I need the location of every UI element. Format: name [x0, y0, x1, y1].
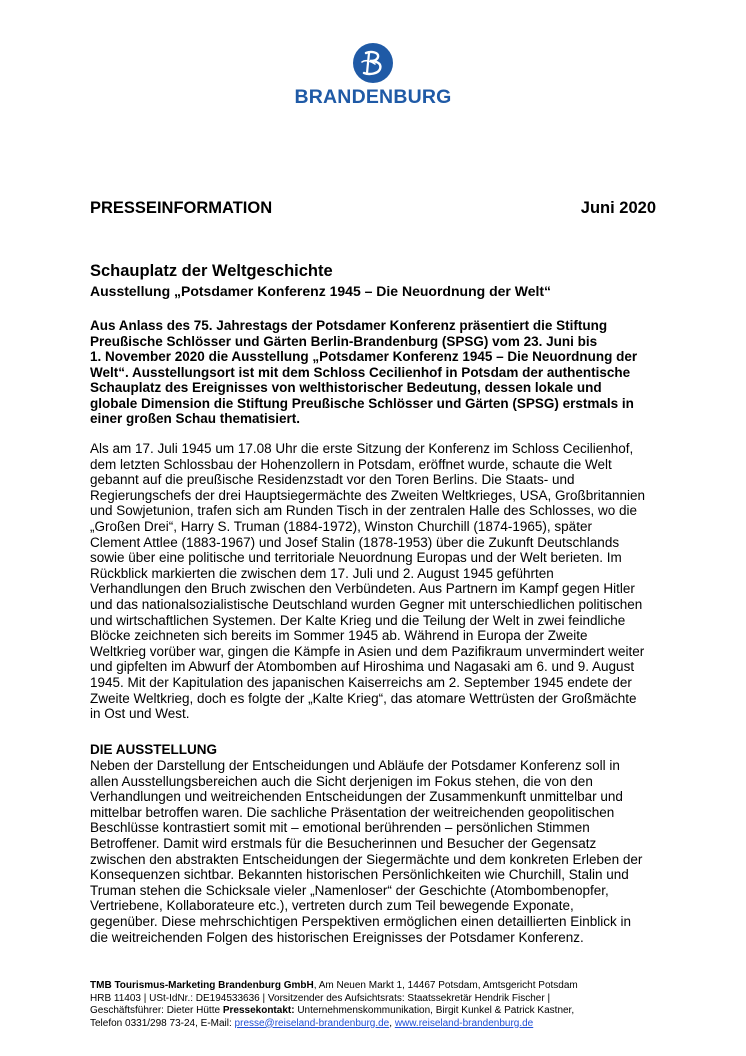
lead-paragraph	[90, 318, 670, 427]
body-line: und wirtschaftlichen Systemen. Der Kalte Krieg und die Teilung der Welt in zwei feindliche	[90, 612, 626, 628]
document-type-label: PRESSEINFORMATION	[90, 199, 273, 217]
page-subtitle: Ausstellung „Potsdamer Konferenz 1945 – Die Neuordnung der Welt“	[90, 283, 552, 299]
footer-line	[90, 1005, 670, 1018]
section-line: Truman stehen die Schicksale vieler „Namenloser“ der Geschichte (Atombombenopfer,	[90, 882, 609, 898]
section-line: allen Ausstellungsbereichen auch die Sicht derjenigen im Fokus stehen, die von den	[90, 773, 593, 789]
section-line: Verhandlungen und weitreichenden Entscheidungen der Zusammenkunft unmittelbar und	[90, 789, 623, 805]
section-line: die weitreichenden Folgen des historischen Ereignisses der Potsdamer Konferenz.	[90, 929, 584, 945]
section-line: Beschlüsse kontrastiert somit mit – emotional berührenden – persönlichen Stimmen	[90, 820, 590, 836]
lead-line: globale Dimension die Stiftung Preußische Schlösser und Gärten (SPSG) erstmals in	[90, 395, 634, 411]
footer-line	[90, 980, 670, 993]
body-line: und gipfelten im Abwurf der Atombomben auf Hiroshima und Nagasaki am 6. und 9. August	[90, 659, 635, 675]
section-line: Betroffener. Damit wird erstmals für die Besucherinnen und Besucher der Gegensatz	[90, 835, 597, 851]
body-line: Regierungschefs der drei Hauptsiegermächte des Zweiten Weltkrieges, USA, Großbritannien	[90, 487, 646, 503]
lead-line: Welt“. Ausstellungsort ist mit dem Schloss Cecilienhof in Potsdam der authentische	[90, 364, 631, 380]
body-line: Blöcke zeichneten sich bereits im Sommer 1945 ab. Während in Europa der Zweite	[90, 628, 588, 644]
footer-phone: Telefon 0331/298 73-24, E-Mail:	[90, 1017, 235, 1029]
footer-press-contact: Unternehmenskommunikation, Birgit Kunkel & Patrick Kastner,	[294, 1005, 575, 1016]
document-header	[90, 199, 656, 218]
footer-press-label: Pressekontakt:	[222, 1005, 295, 1016]
body-line: gebannt auf die preußische Residenzstadt vor den Toren Berlins. Die Staats- und	[90, 472, 575, 488]
lead-line: Schauplatz des Ereignisses von welthistorischer Bedeutung, dessen lokale und	[90, 380, 602, 395]
footer-email-link[interactable]: presse@reiseland-brandenburg.de	[234, 1017, 390, 1029]
footer-line: HRB 11403 | USt-IdNr.: DE194533636 | Vorsitzender des Aufsichtsrats: Staatssekretär Hendrik Fischer |	[90, 992, 551, 1004]
footer-line	[90, 1018, 670, 1031]
body-line: Clement Attlee (1883-1967) und Josef Stalin (1878-1953) über die Zukunft Deutschlands	[90, 534, 620, 550]
page-title: Schauplatz der Weltgeschichte	[90, 262, 333, 280]
body-line: Weltkrieg vorüber war, gingen die Kämpfe in Asien und dem Pazifikraum unvermindert weiter	[90, 643, 645, 659]
lead-line: einer großen Schau thematisiert.	[90, 411, 301, 426]
body-line: und das nationalsozialistische Deutschland wurden Gegner mit unterschiedlichen politischen	[90, 596, 643, 612]
document-date: Juni 2020	[580, 199, 656, 217]
lead-line: Preußische Schlösser und Gärten Berlin-Brandenburg (SPSG) vom 23. Juni bis	[90, 333, 598, 349]
section-line: gegenüber. Diese mehrschichtigen Perspektiven ermöglichen einen detaillierten Einblick in	[90, 913, 632, 929]
body-line: sowie über eine politische und territoriale Neuordnung Europas und der Welt berieten. Im	[90, 550, 622, 566]
section-line: zwischen den abstrakten Entscheidungen der Siegermächte und dem konkreten Erleben der	[90, 851, 643, 867]
section-paragraph	[90, 758, 670, 945]
body-line: „Großen Drei“, Harry S. Truman (1884-1972), Winston Churchill (1874-1965), später	[90, 518, 592, 534]
page-footer	[90, 980, 670, 1030]
brandenburg-b-logo-icon	[352, 42, 394, 84]
section-line: mittelbar betroffen waren. Die sachliche Präsentation der weitreichenden geopolitischen	[90, 804, 615, 820]
body-line: Verhandlungen den Bruch zwischen den Verbündeten. Aus Partnern im Kampf gegen Hitler	[90, 581, 635, 597]
body-line: in Ost und West.	[90, 706, 190, 722]
lead-line: 1. November 2020 die Ausstellung „Potsdamer Konferenz 1945 – Die Neuordnung der	[90, 349, 638, 364]
section-line: Neben der Darstellung der Entscheidungen und Abläufe der Potsdamer Konferenz soll in	[90, 758, 620, 773]
body-line: 1945. Mit der Kapitulation des japanischen Kaiserreichs am 2. September 1945 endete der	[90, 674, 632, 690]
footer-managing-director: Geschäftsführer: Dieter Hütte	[90, 1005, 223, 1016]
footer-company: TMB Tourismus-Marketing Brandenburg GmbH	[90, 980, 314, 991]
brand-logo	[0, 42, 746, 109]
body-line: Zweite Weltkrieg, doch es folgte der „Kalte Krieg“, das atomare Wettrüsten der Großmächte	[90, 690, 637, 706]
section-line: Konsequenzen sichtbar. Bekannten historischen Persönlichkeiten wie Churchill, Stalin und	[90, 867, 629, 883]
section-heading: DIE AUSSTELLUNG	[90, 742, 218, 757]
footer-separator: ,	[389, 1017, 395, 1029]
body-line: Als am 17. Juli 1945 um 17.08 Uhr die erste Sitzung der Konferenz im Schloss Cecilienhof,	[90, 441, 634, 456]
footer-website-link[interactable]: www.reiseland-brandenburg.de	[394, 1017, 534, 1029]
body-line: und Sowjetunion, trafen sich am Runden Tisch in der zentralen Halle des Schlosses, wo die	[90, 503, 638, 519]
body-line: Rückblick markierten die zwischen dem 17. Juli und 2. August 1945 geführten	[90, 565, 554, 581]
body-line: dem letzten Schlossbau der Hohenzollern in Potsdam, eröffnet wurde, schaute die Welt	[90, 456, 612, 472]
lead-line: Aus Anlass des 75. Jahrestags der Potsdamer Konferenz präsentiert die Stiftung	[90, 318, 608, 333]
footer-address: , Am Neuen Markt 1, 14467 Potsdam, Amtsgericht Potsdam	[313, 980, 578, 991]
body-paragraph	[90, 441, 670, 722]
brand-name: BRANDENBURG	[294, 86, 452, 108]
section-line: Vertriebene, Kollaborateure etc.), vertreten durch zum Teil bewegende Exponate,	[90, 898, 574, 914]
